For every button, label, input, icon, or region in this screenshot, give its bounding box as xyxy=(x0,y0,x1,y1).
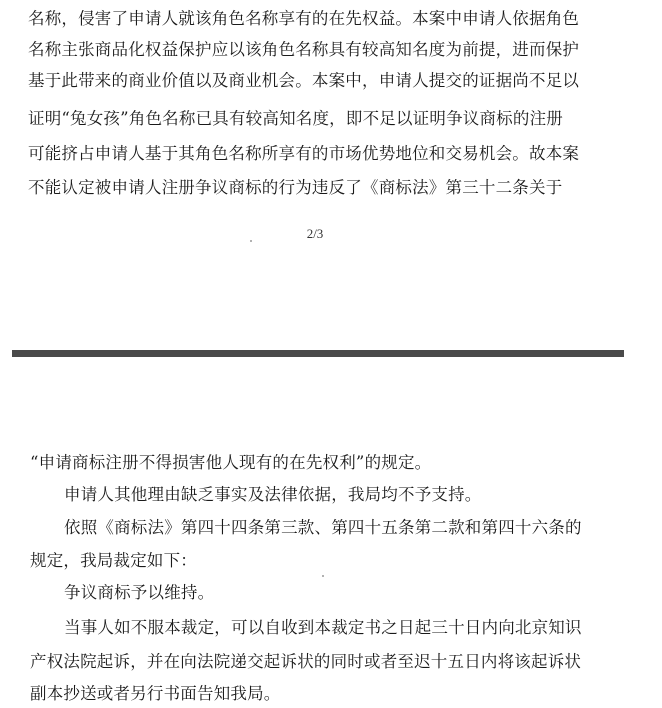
page-divider xyxy=(12,350,624,357)
text-line: 副本抄送或者另行书面告知我局。 xyxy=(30,684,281,703)
document-page-top xyxy=(0,0,662,350)
text-line: 产权法院起诉，并在向法院递交起诉状的同时或者至迟十五日内将该起诉状 xyxy=(30,652,582,671)
text-line: 名称主张商品化权益保护应以该角色名称具有较高知名度为前提，进而保护 xyxy=(28,40,580,59)
text-line: 申请人其他理由缺乏事实及法律依据，我局均不予支持。 xyxy=(64,485,482,504)
text-line: “申请商标注册不得损害他人现有的在先权利”的规定。 xyxy=(30,453,432,472)
page-number: 2/3 xyxy=(306,226,324,241)
text-line: 不能认定被申请人注册争议商标的行为违反了《商标法》第三十二条关于 xyxy=(28,178,563,197)
text-line: 依照《商标法》第四十四条第三款、第四十五条第二款和第四十六条的 xyxy=(64,518,582,537)
text-line: 可能挤占申请人基于其角色名称所享有的市场优势地位和交易机会。故本案 xyxy=(28,144,580,163)
scan-speck xyxy=(250,240,252,242)
text-line: 争议商标予以维持。 xyxy=(64,583,215,602)
text-line: 基于此带来的商业价值以及商业机会。本案中，申请人提交的证据尚不足以 xyxy=(28,71,580,90)
text-line: 名称，侵害了申请人就该角色名称享有的在先权益。本案中申请人依据角色 xyxy=(28,9,580,28)
document-page-bottom xyxy=(0,357,662,708)
text-line: 证明“兔女孩”角色名称已具有较高知名度，即不足以证明争议商标的注册 xyxy=(28,109,563,128)
scan-speck xyxy=(322,575,324,577)
text-line: 当事人如不服本裁定，可以自收到本裁定书之日起三十日内向北京知识 xyxy=(64,618,582,637)
text-line: 规定，我局裁定如下： xyxy=(30,551,197,570)
